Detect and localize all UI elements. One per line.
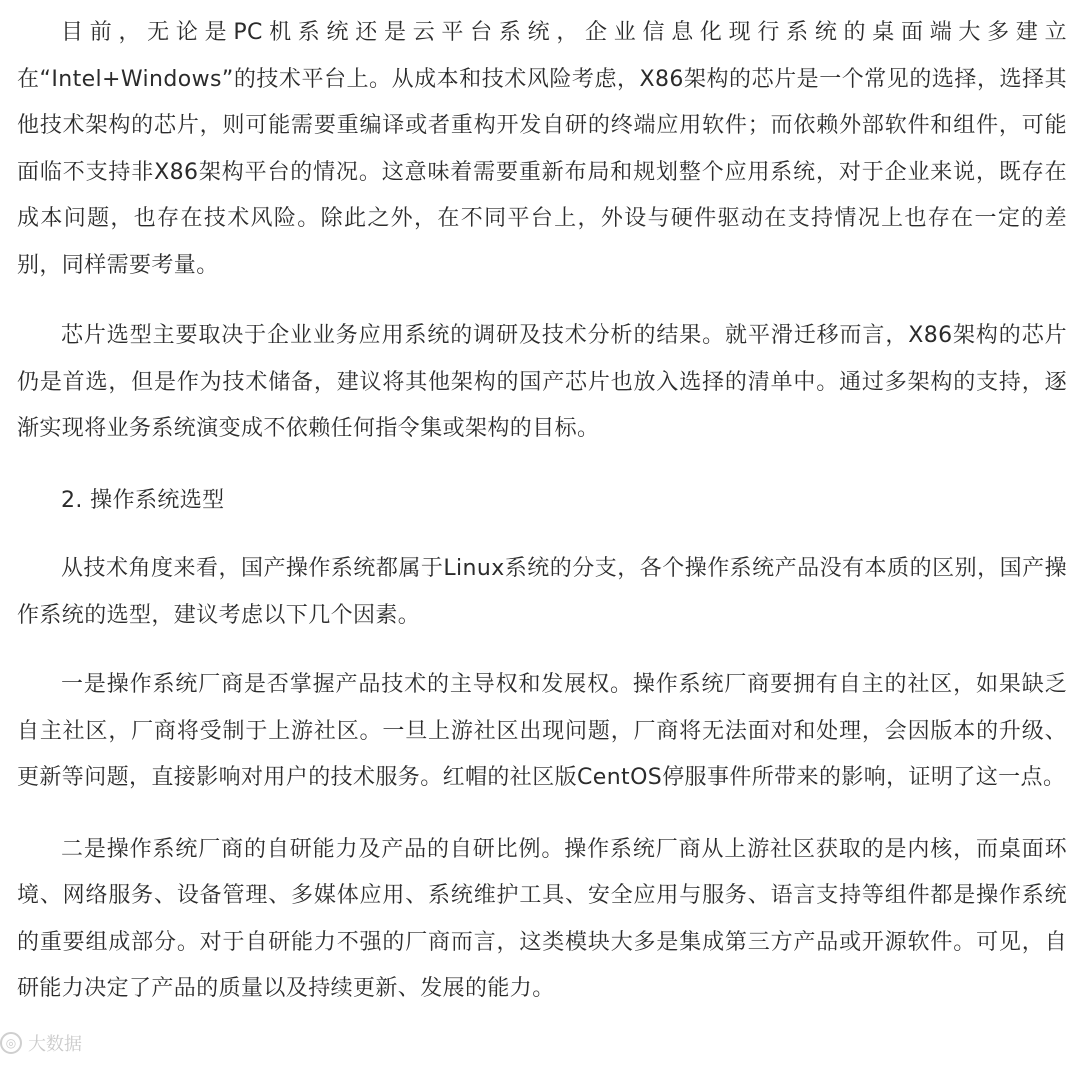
section-heading: 2. 操作系统选型 — [61, 487, 225, 513]
paragraph: 二是操作系统厂商的自研能力及产品的自研比例。操作系统厂商从上游社区获取的是内核，而桌面环境、网络服务、设备管理、多媒体应用、系统维护工具、安全应用与服务、语言支持等组件都是操作系统的重要组成部分。对于自研能力不强的厂商而言，这类模块大多是集成第三方产品或开源软件。可见，自研能力决定了产品的质量以及持续更新、发展的能力。 — [17, 836, 1067, 1001]
watermark-logo-icon: ◎ — [0, 1032, 22, 1054]
watermark-text: 大数据 — [28, 1034, 82, 1055]
paragraph: 芯片选型主要取决于企业业务应用系统的调研及技术分析的结果。就平滑迁移而言，X86架构的芯片仍是首选，但是作为技术储备，建议将其他架构的国产芯片也放入选择的清单中。通过多架构的支持，逐渐实现将业务系统演变成不依赖任何指令集或架构的目标。 — [17, 323, 1067, 441]
watermark — [0, 1030, 82, 1056]
article-body — [17, 10, 1067, 1013]
paragraph: 目前，无论是PC机系统还是云平台系统，企业信息化现行系统的桌面端大多建立在“Intel+Windows”的技术平台上。从成本和技术风险考虑，X86架构的芯片是一个常见的选择，选择其他技术架构的芯片，则可能需要重编译或者重构开发自研的终端应用软件；而依赖外部软件和组件，可能面临不支持非X86架构平台的情况。这意味着需要重新布局和规划整个应用系统，对于企业来说，既存在成本问题，也存在技术风险。除此之外，在不同平台上，外设与硬件驱动在支持情况上也存在一定的差别，同样需要考量。 — [17, 20, 1067, 278]
paragraph: 从技术角度来看，国产操作系统都属于Linux系统的分支，各个操作系统产品没有本质的区别，国产操作系统的选型，建议考虑以下几个因素。 — [17, 556, 1067, 628]
paragraph: 一是操作系统厂商是否掌握产品技术的主导权和发展权。操作系统厂商要拥有自主的社区，如果缺乏自主社区，厂商将受制于上游社区。一旦上游社区出现问题，厂商将无法面对和处理，会因版本的升级、更新等问题，直接影响对用户的技术服务。红帽的社区版CentOS停服事件所带来的影响，证明了这一点。 — [17, 672, 1067, 790]
